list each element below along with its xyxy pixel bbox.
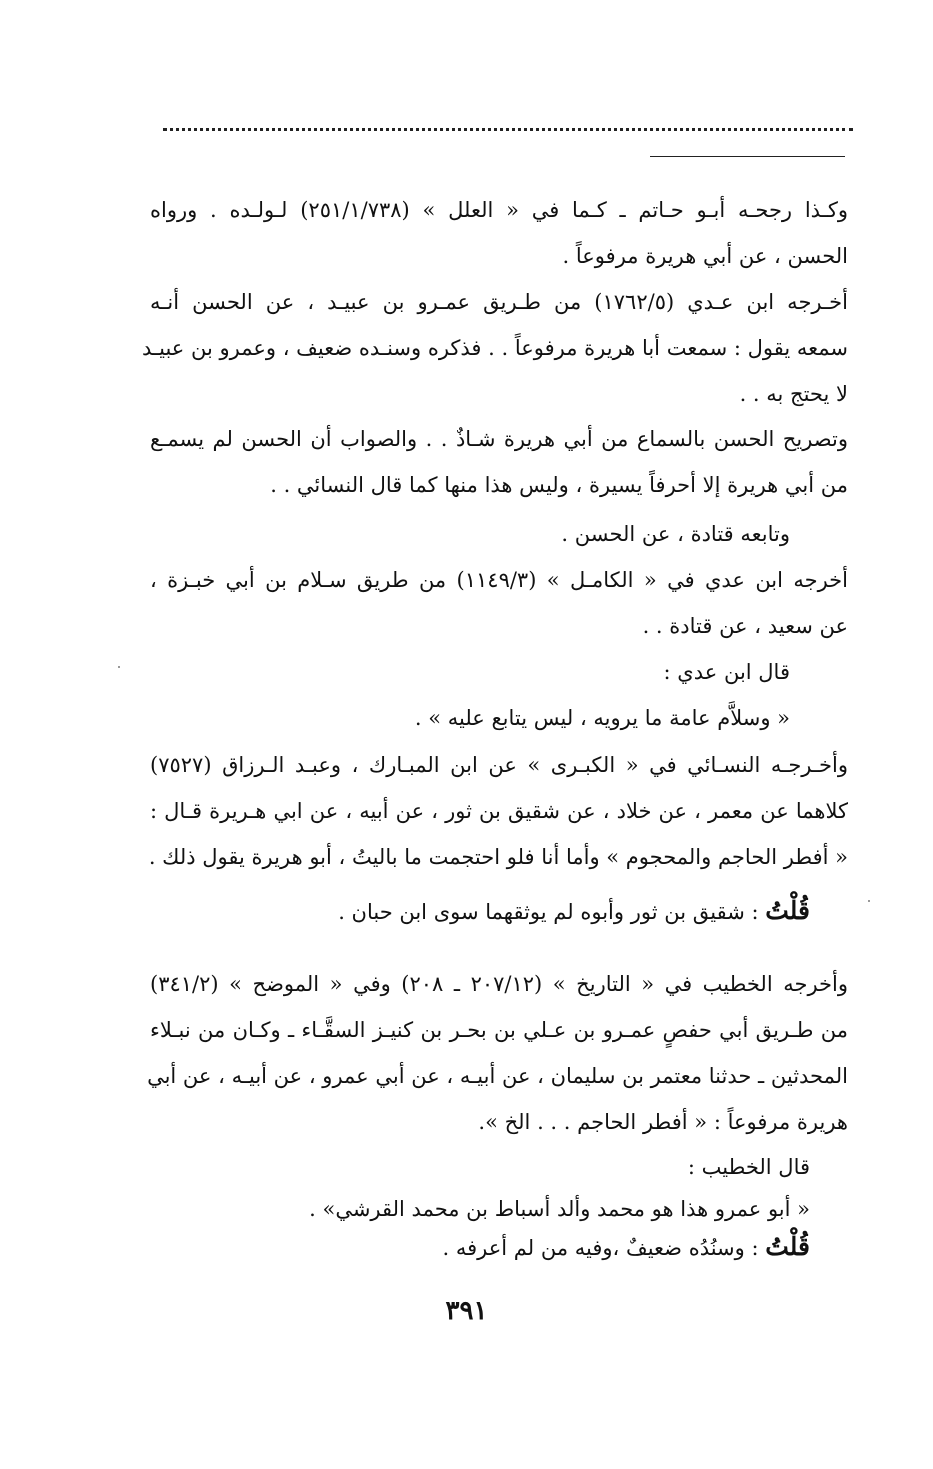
paragraph-4-line-4: قال ابن عدي : (663, 660, 790, 684)
paragraph-6-line-1: وأخرجه الخطيب في « التاريخ » (٢٠٧/١٢ ـ ٢٠٨) وفي « الموضح » (٣٤١/٢) (150, 972, 848, 996)
note-2-keyword: قُلْتُ (765, 1232, 810, 1261)
paragraph-5-line-3: « أفطر الحاجم والمحجوم » وأما أنا فلو احتجمت ما باليتُ ، أبو هريرة يقول ذلك . (148, 845, 848, 869)
paragraph-3 (150, 416, 848, 508)
paragraph-1 (150, 187, 848, 279)
note-1-text: : شقيق بن ثور وأبوه لم يوثقهما سوى ابن حبان . (338, 900, 766, 924)
scan-speck (118, 666, 120, 668)
footnote-rule (650, 156, 845, 157)
paragraph-4-line-1: وتابعه قتادة ، عن الحسن . (561, 522, 790, 546)
paragraph-5-line-2: كلاهما عن معمر ، عن خلاد ، عن شقيق بن ثور ، عن أبيه ، عن ابي هـريرة قـال : (150, 799, 848, 823)
paragraph-4 (150, 511, 848, 741)
paragraph-5-line-1: وأخـرجـه النسـائي في « الكبـرى » عن ابن المبـارك ، وعبـد الـرزاق (٧٥٢٧) (150, 753, 848, 777)
paragraph-2 (141, 279, 848, 417)
paragraph-1-line-2: الحسن ، عن أبي هريرة مرفوعاً . (562, 244, 848, 268)
paragraph-4-line-3: عن سعيد ، عن قتادة . . (642, 614, 848, 638)
paragraph-2-line-1: أخـرجه ابن عـدي (١٧٦٢/٥) من طـريق عمـرو بن عبيـد ، عن الحسن أنـه (150, 290, 848, 314)
paragraph-4-line-5: « وسلاَّم عامة ما يرويه ، ليس يتابع عليه » . (414, 706, 790, 730)
paragraph-6-line-3: المحدثين ـ حدثنا معتمر بن سليمان ، عن أبيـه ، عن أبي عمرو ، عن أبيـه ، عن أبي (147, 1064, 848, 1088)
paragraph-6-line-2: من طـريق أبي حفصٍ عمـرو بن عـلي بن بحـر بن كنيـز السقَّـاء ـ وكـان من نبـلاء (150, 1018, 848, 1042)
paragraph-3-line-1: وتصريح الحسن بالسماع من أبي هريرة شـاذٌ . . والصواب أن الحسن لم يسمـع (150, 427, 848, 451)
paragraph-7-line-1: قال الخطيب : (687, 1155, 810, 1179)
paragraph-1-line-1: وكـذا رجحـه أبـو حـاتم ـ كـما في « العلل » (٢٥١/١/٧٣٨) لـولـده . ورواه (150, 198, 848, 222)
paragraph-3-line-2: من أبي هريرة إلا أحرفاً يسيرة ، وليس هذا منها كما قال النسائي . . (270, 473, 848, 497)
page-number: ٣٩١ (445, 1296, 488, 1326)
paragraph-6-line-4: هريرة مرفوعاً : « أفطر الحاجم . . . الخ ». (478, 1110, 848, 1134)
paragraph-5 (150, 742, 848, 880)
paragraph-4-line-2: أخرجه ابن عدي في « الكامـل » (١١٤٩/٣) من طريق سـلام بن أبي خبـزة ، (150, 568, 848, 592)
note-2-text: : وسنُدُه ضعيفٌ ،وفيه من لم أعرفه . (442, 1236, 766, 1260)
scan-speck (868, 900, 870, 902)
note-1-keyword: قُلْتُ (765, 896, 810, 925)
paragraph-7-line-2: « أبو عمرو هذا هو محمد وألد أسباط بن محمد القرشي» . (309, 1197, 810, 1221)
paragraph-2-line-2: سمعه يقول : سمعت أبا هريرة مرفوعاً . . فذكره وسنـده ضعيف ، وعمرو بن عبيـد (141, 336, 848, 360)
paragraph-2-line-3: لا يحتج به . . (739, 382, 848, 406)
note-1 (150, 888, 848, 934)
note-2 (150, 1228, 848, 1266)
paragraph-7 (150, 1144, 848, 1266)
dotted-separator (163, 128, 853, 131)
paragraph-6 (147, 961, 848, 1145)
